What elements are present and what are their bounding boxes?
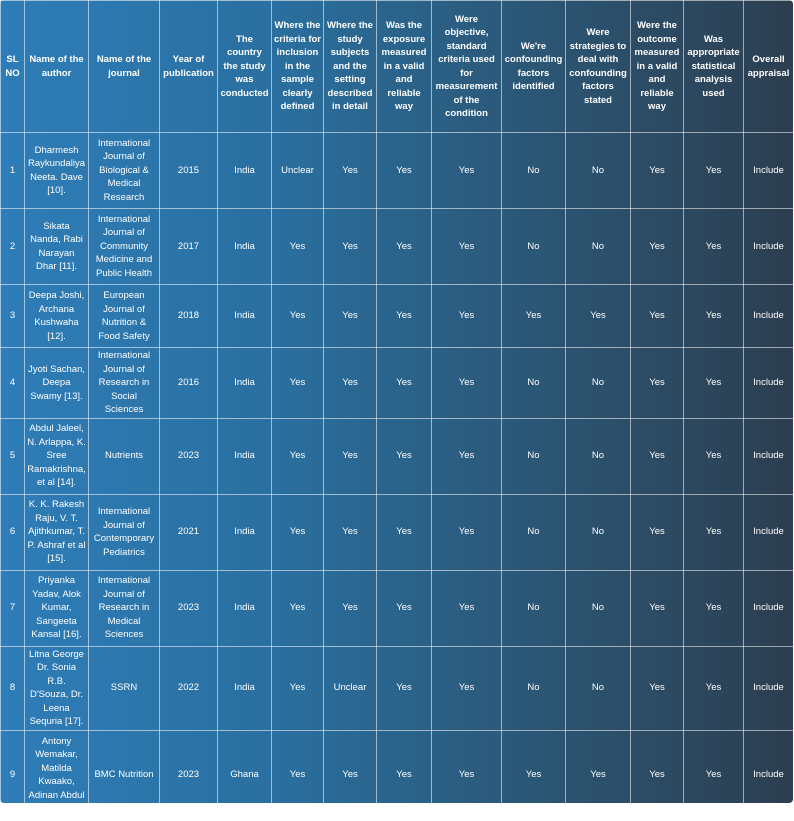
cell-country: India <box>218 494 272 570</box>
cell-country: India <box>218 570 272 646</box>
header-confounding-factors: We're confounding factors identified <box>502 1 566 133</box>
cell-inclusion-criteria: Yes <box>272 646 324 730</box>
cell-sl-no: 5 <box>1 418 25 494</box>
cell-year: 2023 <box>160 418 218 494</box>
cell-strategies: Yes <box>566 285 631 348</box>
cell-year: 2015 <box>160 133 218 209</box>
header-strategies: Were strategies to deal with confounding factors stated <box>566 1 631 133</box>
table-row <box>1 133 794 209</box>
cell-outcome: Yes <box>631 418 684 494</box>
cell-outcome: Yes <box>631 285 684 348</box>
cell-journal: BMC Nutrition <box>89 730 160 820</box>
cell-sl-no: 1 <box>1 133 25 209</box>
cell-strategies: No <box>566 570 631 646</box>
cell-study-subjects: Unclear <box>324 646 377 730</box>
cell-exposure: Yes <box>377 418 432 494</box>
cell-statistical-analysis: Yes <box>684 209 744 285</box>
cell-objective-criteria: Yes <box>432 494 502 570</box>
cell-confounding-factors: No <box>502 646 566 730</box>
cell-inclusion-criteria: Yes <box>272 730 324 820</box>
cell-study-subjects: Yes <box>324 494 377 570</box>
cell-year: 2017 <box>160 209 218 285</box>
cell-outcome: Yes <box>631 730 684 820</box>
cell-year: 2022 <box>160 646 218 730</box>
cell-statistical-analysis: Yes <box>684 348 744 419</box>
table-row <box>1 418 794 494</box>
cell-statistical-analysis: Yes <box>684 646 744 730</box>
cell-exposure: Yes <box>377 494 432 570</box>
cell-sl-no: 4 <box>1 348 25 419</box>
cell-exposure: Yes <box>377 570 432 646</box>
cell-sl-no: 7 <box>1 570 25 646</box>
cell-overall-appraisal: Include <box>744 730 794 820</box>
header-overall-appraisal: Overall appraisal <box>744 1 794 133</box>
header-row <box>1 1 794 133</box>
cell-year: 2018 <box>160 285 218 348</box>
cell-inclusion-criteria: Yes <box>272 348 324 419</box>
cell-overall-appraisal: Include <box>744 348 794 419</box>
cell-confounding-factors: No <box>502 570 566 646</box>
cell-study-subjects: Yes <box>324 209 377 285</box>
cell-inclusion-criteria: Yes <box>272 570 324 646</box>
cell-objective-criteria: Yes <box>432 646 502 730</box>
cell-strategies: No <box>566 646 631 730</box>
cell-confounding-factors: No <box>502 209 566 285</box>
cell-study-subjects: Yes <box>324 285 377 348</box>
cell-year: 2016 <box>160 348 218 419</box>
cell-author: Deepa Joshi, Archana Kushwaha [12]. <box>25 285 89 348</box>
cell-inclusion-criteria: Yes <box>272 494 324 570</box>
header-study-subjects: Where the study subjects and the setting described in detail <box>324 1 377 133</box>
cell-exposure: Yes <box>377 348 432 419</box>
cell-confounding-factors: No <box>502 418 566 494</box>
cell-outcome: Yes <box>631 348 684 419</box>
cell-exposure: Yes <box>377 646 432 730</box>
cell-journal: International Journal of Research in Medical Sciences <box>89 570 160 646</box>
cell-author: K. K. Rakesh Raju, V. T. Ajithkumar, T. P. Ashraf et al [15]. <box>25 494 89 570</box>
cell-inclusion-criteria: Yes <box>272 418 324 494</box>
cell-study-subjects: Yes <box>324 570 377 646</box>
cell-objective-criteria: Yes <box>432 348 502 419</box>
cell-author: Jyoti Sachan, Deepa Swamy [13]. <box>25 348 89 419</box>
cell-overall-appraisal: Include <box>744 285 794 348</box>
cell-inclusion-criteria: Unclear <box>272 133 324 209</box>
cell-exposure: Yes <box>377 209 432 285</box>
header-journal: Name of the journal <box>89 1 160 133</box>
cell-overall-appraisal: Include <box>744 646 794 730</box>
header-year: Year of publication <box>160 1 218 133</box>
cell-author: Sikata Nanda, Rabi Narayan Dhar [11]. <box>25 209 89 285</box>
cell-overall-appraisal: Include <box>744 570 794 646</box>
cell-confounding-factors: Yes <box>502 285 566 348</box>
header-author: Name of the author <box>25 1 89 133</box>
header-inclusion-criteria: Where the criteria for inclusion in the sample clearly defined <box>272 1 324 133</box>
cell-strategies: No <box>566 348 631 419</box>
cell-author: Antony Wemakar, Matilda Kwaako, Adinan Abdul Rahman [18]. <box>25 730 89 820</box>
cell-country: India <box>218 418 272 494</box>
cell-objective-criteria: Yes <box>432 285 502 348</box>
table-row <box>1 348 794 419</box>
cell-strategies: No <box>566 209 631 285</box>
cell-statistical-analysis: Yes <box>684 133 744 209</box>
cell-author: Priyanka Yadav, Alok Kumar, Sangeeta Kansal [16]. <box>25 570 89 646</box>
cell-outcome: Yes <box>631 570 684 646</box>
table-row <box>1 285 794 348</box>
cell-objective-criteria: Yes <box>432 133 502 209</box>
cell-strategies: Yes <box>566 730 631 820</box>
cell-sl-no: 3 <box>1 285 25 348</box>
cell-exposure: Yes <box>377 133 432 209</box>
cell-strategies: No <box>566 418 631 494</box>
cell-journal: International Journal of Biological & Medical Research <box>89 133 160 209</box>
header-outcome: Were the outcome measured in a valid and reliable way <box>631 1 684 133</box>
cell-overall-appraisal: Include <box>744 209 794 285</box>
cell-country: Ghana <box>218 730 272 820</box>
cell-country: India <box>218 285 272 348</box>
cell-overall-appraisal: Include <box>744 133 794 209</box>
cell-author: Abdul Jaleel, N. Arlappa, K. Sree Ramakrishna, et al [14]. <box>25 418 89 494</box>
cell-statistical-analysis: Yes <box>684 494 744 570</box>
cell-year: 2021 <box>160 494 218 570</box>
header-exposure: Was the exposure measured in a valid and reliable way <box>377 1 432 133</box>
cell-journal: International Journal of Community Medicine and Public Health <box>89 209 160 285</box>
cell-year: 2023 <box>160 570 218 646</box>
cell-objective-criteria: Yes <box>432 570 502 646</box>
cell-country: India <box>218 209 272 285</box>
cell-overall-appraisal: Include <box>744 418 794 494</box>
table-row <box>1 646 794 730</box>
header-sl-no: SL NO <box>1 1 25 133</box>
cell-journal: SSRN <box>89 646 160 730</box>
cell-confounding-factors: No <box>502 348 566 419</box>
cell-journal: European Journal of Nutrition & Food Safety <box>89 285 160 348</box>
cell-confounding-factors: No <box>502 494 566 570</box>
cell-statistical-analysis: Yes <box>684 730 744 820</box>
cell-overall-appraisal: Include <box>744 494 794 570</box>
cell-objective-criteria: Yes <box>432 418 502 494</box>
cell-country: India <box>218 646 272 730</box>
cell-sl-no: 9 <box>1 730 25 820</box>
cell-inclusion-criteria: Yes <box>272 209 324 285</box>
cell-confounding-factors: No <box>502 133 566 209</box>
table-row <box>1 730 794 820</box>
cell-exposure: Yes <box>377 730 432 820</box>
cell-sl-no: 8 <box>1 646 25 730</box>
cell-country: India <box>218 133 272 209</box>
cell-author: Litna George Dr. Sonia R.B. D'Souza, Dr. Leena Sequria [17]. <box>25 646 89 730</box>
cell-outcome: Yes <box>631 494 684 570</box>
header-country: The country the study was conducted <box>218 1 272 133</box>
header-statistical-analysis: Was appropriate statistical analysis used <box>684 1 744 133</box>
cell-objective-criteria: Yes <box>432 730 502 820</box>
cell-outcome: Yes <box>631 209 684 285</box>
cell-statistical-analysis: Yes <box>684 570 744 646</box>
cell-statistical-analysis: Yes <box>684 418 744 494</box>
cell-statistical-analysis: Yes <box>684 285 744 348</box>
table-row <box>1 570 794 646</box>
cell-study-subjects: Yes <box>324 730 377 820</box>
cell-strategies: No <box>566 133 631 209</box>
cell-author: Dharmesh Raykundaliya Neeta. Dave [10]. <box>25 133 89 209</box>
cell-strategies: No <box>566 494 631 570</box>
cell-sl-no: 6 <box>1 494 25 570</box>
cell-outcome: Yes <box>631 133 684 209</box>
cell-inclusion-criteria: Yes <box>272 285 324 348</box>
cell-confounding-factors: Yes <box>502 730 566 820</box>
cell-year: 2023 <box>160 730 218 820</box>
cell-country: India <box>218 348 272 419</box>
cell-outcome: Yes <box>631 646 684 730</box>
cell-study-subjects: Yes <box>324 348 377 419</box>
cell-journal: International Journal of Research in Social Sciences <box>89 348 160 419</box>
cell-objective-criteria: Yes <box>432 209 502 285</box>
cell-study-subjects: Yes <box>324 418 377 494</box>
header-objective-criteria: Were objective, standard criteria used for measurement of the condition <box>432 1 502 133</box>
table-row <box>1 209 794 285</box>
cell-sl-no: 2 <box>1 209 25 285</box>
cell-exposure: Yes <box>377 285 432 348</box>
table-row <box>1 494 794 570</box>
cell-study-subjects: Yes <box>324 133 377 209</box>
cell-journal: Nutrients <box>89 418 160 494</box>
cell-journal: International Journal of Contemporary Pediatrics <box>89 494 160 570</box>
